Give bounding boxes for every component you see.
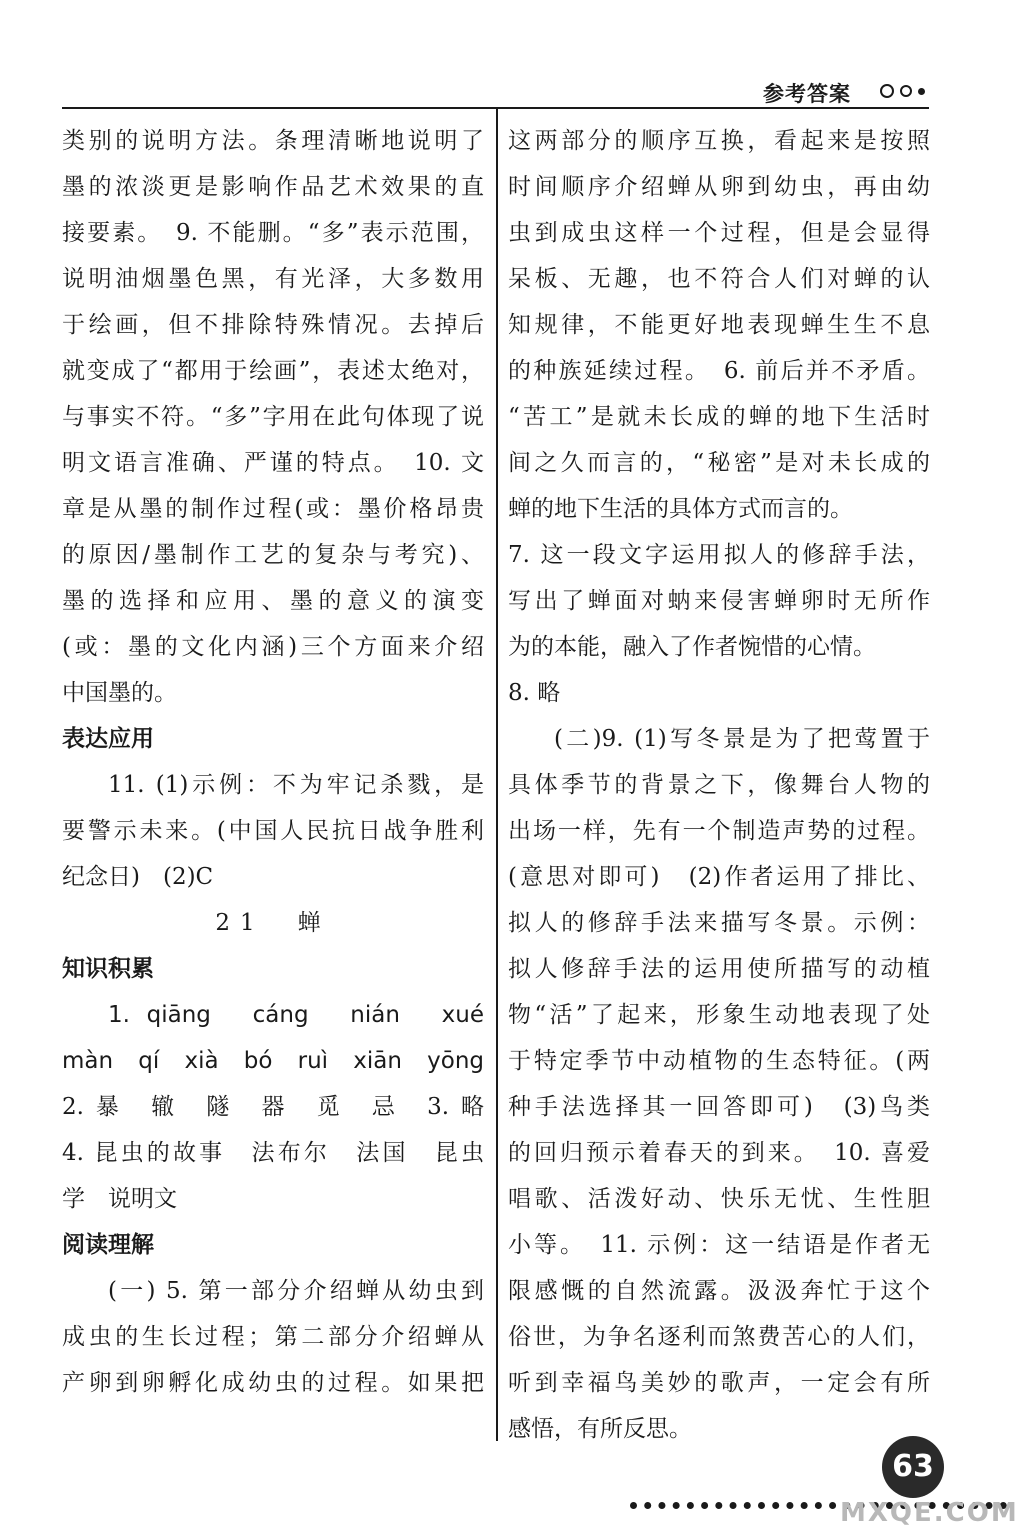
text-line: 中国墨的。	[62, 680, 177, 706]
text-line: 感悟，有所反思。	[508, 1416, 692, 1442]
section-heading: 表达应用	[62, 726, 154, 752]
text-line: 拟人修辞手法的运用使所描写的动植	[508, 956, 930, 982]
text-line: 物“活”了起来，形象生动地表现了处	[508, 1002, 930, 1028]
text-line: 蝉的地下生活的具体方式而言的。	[508, 496, 853, 522]
text-line: 说明油烟墨色黑，有光泽，大多数用	[62, 266, 484, 292]
text-line: 接要素。 9. 不能删。“多”表示范围，	[62, 220, 484, 246]
text-line: 呆板、无趣，也不符合人们对蝉的认	[508, 266, 930, 292]
text-line: 听到幸福鸟美妙的歌声，一定会有所	[508, 1370, 930, 1396]
circle-icon	[900, 85, 912, 97]
text-line: 拟人的修辞手法来描写冬景。示例：	[508, 910, 930, 936]
text-line: 俗世，为争名逐利而煞费苦心的人们，	[508, 1324, 930, 1350]
text-line: 章是从墨的制作过程(或：墨价格昂贵	[62, 496, 484, 522]
pinyin-line: màn qí xià bó ruì xiān yōng	[62, 1048, 484, 1074]
pinyin-line: 1. qiāng cáng nián xué	[108, 1002, 484, 1028]
left-column	[62, 118, 484, 1406]
text-line: 成虫的生长过程；第二部分介绍蝉从	[62, 1324, 484, 1350]
lesson-title: 21 蝉	[215, 910, 331, 936]
text-line: (一) 5. 第一部分介绍蝉从幼虫到	[108, 1278, 484, 1304]
header-circles-icon	[880, 84, 925, 98]
right-column	[508, 118, 930, 1452]
text-line: 限感慨的自然流露。汲汲奔忙于这个	[508, 1278, 930, 1304]
text-line: 时间顺序介绍蝉从卵到幼虫，再由幼	[508, 174, 930, 200]
circle-icon	[880, 84, 894, 98]
text-line: 出场一样，先有一个制造声势的过程。	[508, 818, 930, 844]
text-line: 7. 这一段文字运用拟人的修辞手法，	[508, 542, 930, 568]
text-line: 种手法选择其一回答即可) (3)鸟类	[508, 1094, 930, 1120]
dot-icon	[918, 88, 925, 95]
text-line: (或：墨的文化内涵)三个方面来介绍	[62, 634, 484, 660]
text-line: 2. 暴 辙 隧 器 觅 忌 3. 略	[62, 1094, 484, 1120]
text-line: 类别的说明方法。条理清晰地说明了	[62, 128, 484, 154]
text-line: 唱歌、活泼好动、快乐无忧、生性胆	[508, 1186, 930, 1212]
text-line: 的种族延续过程。 6. 前后并不矛盾。	[508, 358, 930, 384]
text-line: 就变成了“都用于绘画”，表述太绝对，	[62, 358, 484, 384]
text-line: 具体季节的背景之下，像舞台人物的	[508, 772, 930, 798]
text-line: 学 说明文	[62, 1186, 177, 1212]
watermark: MXQE.COM	[840, 1498, 1019, 1528]
text-line: 墨的选择和应用、墨的意义的演变	[62, 588, 484, 614]
text-line: 虫到成虫这样一个过程，但是会显得	[508, 220, 930, 246]
text-line: 墨的浓淡更是影响作品艺术效果的直	[62, 174, 484, 200]
text-line: “苦工”是就未长成的蝉的地下生活时	[508, 404, 930, 430]
text-line: 知规律，不能更好地表现蝉生生不息	[508, 312, 930, 338]
text-line: 要警示未来。(中国人民抗日战争胜利	[62, 818, 484, 844]
text-line: 明文语言准确、严谨的特点。 10. 文	[62, 450, 484, 476]
text-line: 纪念日) (2)C	[62, 864, 214, 890]
text-line: 小等。 11. 示例：这一结语是作者无	[508, 1232, 930, 1258]
text-line: 与事实不符。“多”字用在此句体现了说	[62, 404, 484, 430]
text-line: 11. (1)示例：不为牢记杀戮，是	[108, 772, 484, 798]
header-section-label: 参考答案	[763, 82, 851, 106]
text-line: 为的本能，融入了作者惋惜的心情。	[508, 634, 876, 660]
text-line: 产卵到卵孵化成幼虫的过程。如果把	[62, 1370, 484, 1396]
text-line: 这两部分的顺序互换，看起来是按照	[508, 128, 930, 154]
column-divider	[496, 109, 498, 1441]
text-line: 的原因/墨制作工艺的复杂与考究)、	[62, 542, 484, 568]
section-heading: 知识积累	[62, 956, 154, 982]
text-line: 于特定季节中动植物的生态特征。(两	[508, 1048, 930, 1074]
text-line: 8. 略	[508, 680, 561, 706]
text-line: (意思对即可) (2)作者运用了排比、	[508, 864, 930, 890]
section-heading: 阅读理解	[62, 1232, 154, 1258]
text-line: 于绘画，但不排除特殊情况。去掉后	[62, 312, 484, 338]
text-line: (二)9. (1)写冬景是为了把莺置于	[554, 726, 930, 752]
text-line: 的回归预示着春天的到来。 10. 喜爱	[508, 1140, 930, 1166]
page-number-badge: 63	[882, 1436, 944, 1498]
text-line: 写出了蝉面对蚋来侵害蝉卵时无所作	[508, 588, 930, 614]
text-line: 4. 昆虫的故事 法布尔 法国 昆虫	[62, 1140, 484, 1166]
text-line: 间之久而言的，“秘密”是对未长成的	[508, 450, 930, 476]
